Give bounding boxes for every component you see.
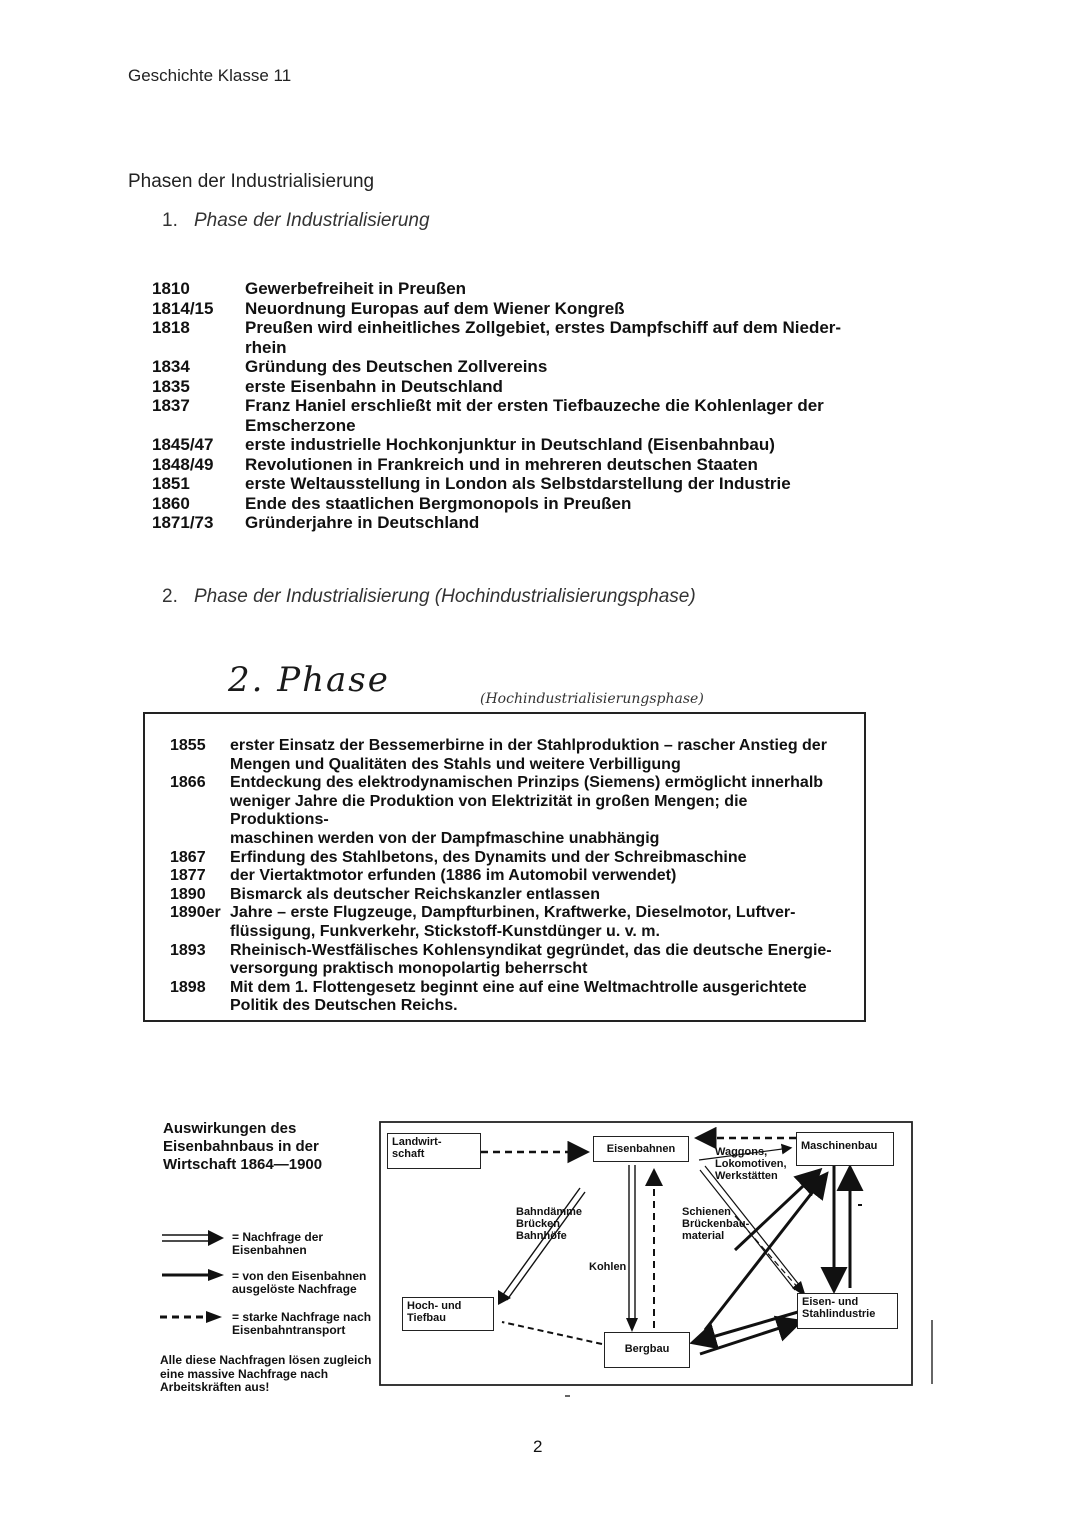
handwritten-phase-title: 2. Phase bbox=[228, 660, 390, 700]
event-year: 1890 bbox=[170, 885, 206, 903]
event-text: Rheinisch-Westfälisches Kohlensyndikat gegründet, das die deutsche Energie- bbox=[230, 941, 832, 959]
event-text: Politik des Deutschen Reichs. bbox=[230, 997, 458, 1015]
page-number: 2 bbox=[533, 1437, 543, 1456]
node-maschinenbau: Maschinenbau bbox=[796, 1132, 894, 1166]
event-year: 1834 bbox=[152, 357, 190, 376]
event-year: 1898 bbox=[170, 978, 206, 996]
event-text: Gründerjahre in Deutschland bbox=[245, 513, 480, 532]
event-text: Jahre – erste Flugzeuge, Dampfturbinen, Kraftwerke, Dieselmotor, Luftver- bbox=[230, 904, 796, 922]
legend-double-arrow bbox=[162, 1230, 224, 1246]
event-text: Entdeckung des elektrodynamischen Prinzips (Siemens) ermöglicht innerhalb bbox=[230, 774, 824, 792]
event-text: Ende des staatlichen Bergmonopols in Preußen bbox=[245, 493, 632, 513]
node-eisenbahnen: Eisenbahnen bbox=[593, 1136, 689, 1162]
event-year: 1871/73 bbox=[152, 513, 214, 532]
phase1-number: 1. bbox=[162, 210, 178, 231]
event-text: rhein bbox=[245, 337, 287, 357]
phase2-number: 2. bbox=[162, 586, 178, 607]
handwritten-phase-subtitle: (Hochindustrialisierungsphase) bbox=[480, 691, 704, 707]
event-text: Mit dem 1. Flottengesetz beginnt eine auf eine Weltmachtrolle ausgerichtete bbox=[230, 978, 807, 996]
event-year: 1837 bbox=[152, 396, 190, 415]
label-waggons: Waggons, Lokomotiven, Werkstätten bbox=[715, 1146, 787, 1182]
arrow-bergbau-tiefbau bbox=[502, 1322, 602, 1344]
event-year: 1867 bbox=[170, 848, 206, 866]
phase2-heading-text: Phase der Industrialisierung (Hochindustrialisierungsphase) bbox=[194, 586, 696, 607]
event-text: Revolutionen in Frankreich und in mehreren deutschen Staaten bbox=[245, 454, 758, 474]
diagram-note: Alle diese Nachfragen lösen zugleich eine massive Nachfrage nach Arbeitskräften aus! bbox=[160, 1353, 372, 1394]
event-text: maschinen werden von der Dampfmaschine unabhängig bbox=[230, 829, 660, 847]
section-title: Phasen der Industrialisierung bbox=[128, 171, 375, 192]
document-header: Geschichte Klasse 11 bbox=[128, 66, 292, 85]
event-text: Emscherzone bbox=[245, 415, 356, 435]
event-year: 1877 bbox=[170, 867, 206, 885]
legend-solid-arrow bbox=[162, 1269, 224, 1281]
event-text: erste industrielle Hochkonjunktur in Deutschland (Eisenbahnbau) bbox=[245, 435, 775, 454]
event-year: 1845/47 bbox=[152, 435, 214, 454]
diagram-title: Auswirkungen des Eisenbahnbaus in der Wirtschaft 1864—1900 bbox=[163, 1120, 323, 1173]
event-text: Gewerbefreiheit in Preußen bbox=[245, 279, 467, 298]
event-text: Bismarck als deutscher Reichskanzler entlassen bbox=[230, 885, 600, 903]
event-text: Erfindung des Stahlbetons, des Dynamits und der Schreibmaschine bbox=[230, 848, 747, 866]
node-bergbau: Bergbau bbox=[604, 1332, 690, 1368]
event-text: erster Einsatz der Bessemerbirne in der Stahlproduktion – rascher Anstieg der bbox=[230, 737, 827, 754]
event-text: weniger Jahre die Produktion von Elektrizität in großen Mengen; die Produktions- bbox=[230, 792, 748, 829]
event-year: 1848/49 bbox=[152, 454, 214, 474]
event-year: 1851 bbox=[152, 474, 190, 493]
label-kohlen: Kohlen bbox=[589, 1261, 627, 1273]
node-eisen-stahl: Eisen- und Stahlindustrie bbox=[797, 1293, 898, 1329]
node-landwirtschaft: Landwirt- schaft bbox=[387, 1133, 481, 1169]
event-text: versorgung praktisch monopolartig beherrscht bbox=[230, 960, 588, 978]
event-year: 1835 bbox=[152, 376, 190, 396]
phase1-heading-text: Phase der Industrialisierung bbox=[194, 210, 430, 231]
event-year: 1810 bbox=[152, 279, 190, 298]
event-text: Gründung des Deutschen Zollvereins bbox=[245, 357, 548, 376]
event-text: flüssigung, Funkverkehr, Stickstoff-Kunstdünger u. v. m. bbox=[230, 922, 660, 940]
event-year: 1814/15 bbox=[152, 298, 214, 318]
event-text: erste Weltausstellung in London als Selbstdarstellung der Industrie bbox=[245, 474, 791, 493]
event-year: 1855 bbox=[170, 737, 206, 754]
node-hoch-tiefbau: Hoch- und Tiefbau bbox=[402, 1297, 494, 1331]
event-year: 1866 bbox=[170, 774, 206, 792]
event-text: Mengen und Qualitäten des Stahls und weitere Verbilligung bbox=[230, 755, 681, 773]
event-text: Franz Haniel erschließt mit der ersten Tiefbauzeche die Kohlenlager der bbox=[245, 396, 824, 415]
label-schienen: Schienen Brückenbau- material bbox=[682, 1206, 750, 1242]
event-year: 1890er bbox=[170, 904, 221, 922]
legend-label-double: = Nachfrage der Eisenbahnen bbox=[232, 1230, 324, 1257]
event-year: 1860 bbox=[152, 493, 190, 513]
legend-dashed-arrow bbox=[160, 1311, 222, 1323]
event-text: erste Eisenbahn in Deutschland bbox=[245, 376, 503, 396]
arrow-eisenbahnen-bergbau bbox=[626, 1318, 638, 1332]
event-year: 1893 bbox=[170, 941, 206, 959]
event-text: Preußen wird einheitliches Zollgebiet, erstes Dampfschiff auf dem Nieder- bbox=[245, 318, 842, 337]
event-text: Neuordnung Europas auf dem Wiener Kongreß bbox=[245, 298, 625, 318]
event-text: der Viertaktmotor erfunden (1886 im Automobil verwendet) bbox=[230, 867, 677, 885]
label-bahndaemme: Bahndämme Brücken Bahnhöfe bbox=[516, 1206, 583, 1242]
legend-label-solid: = von den Eisenbahnen ausgelöste Nachfrage bbox=[232, 1269, 367, 1296]
legend-label-dashed: = starke Nachfrage nach Eisenbahntransport bbox=[232, 1310, 372, 1337]
event-year: 1818 bbox=[152, 318, 190, 337]
